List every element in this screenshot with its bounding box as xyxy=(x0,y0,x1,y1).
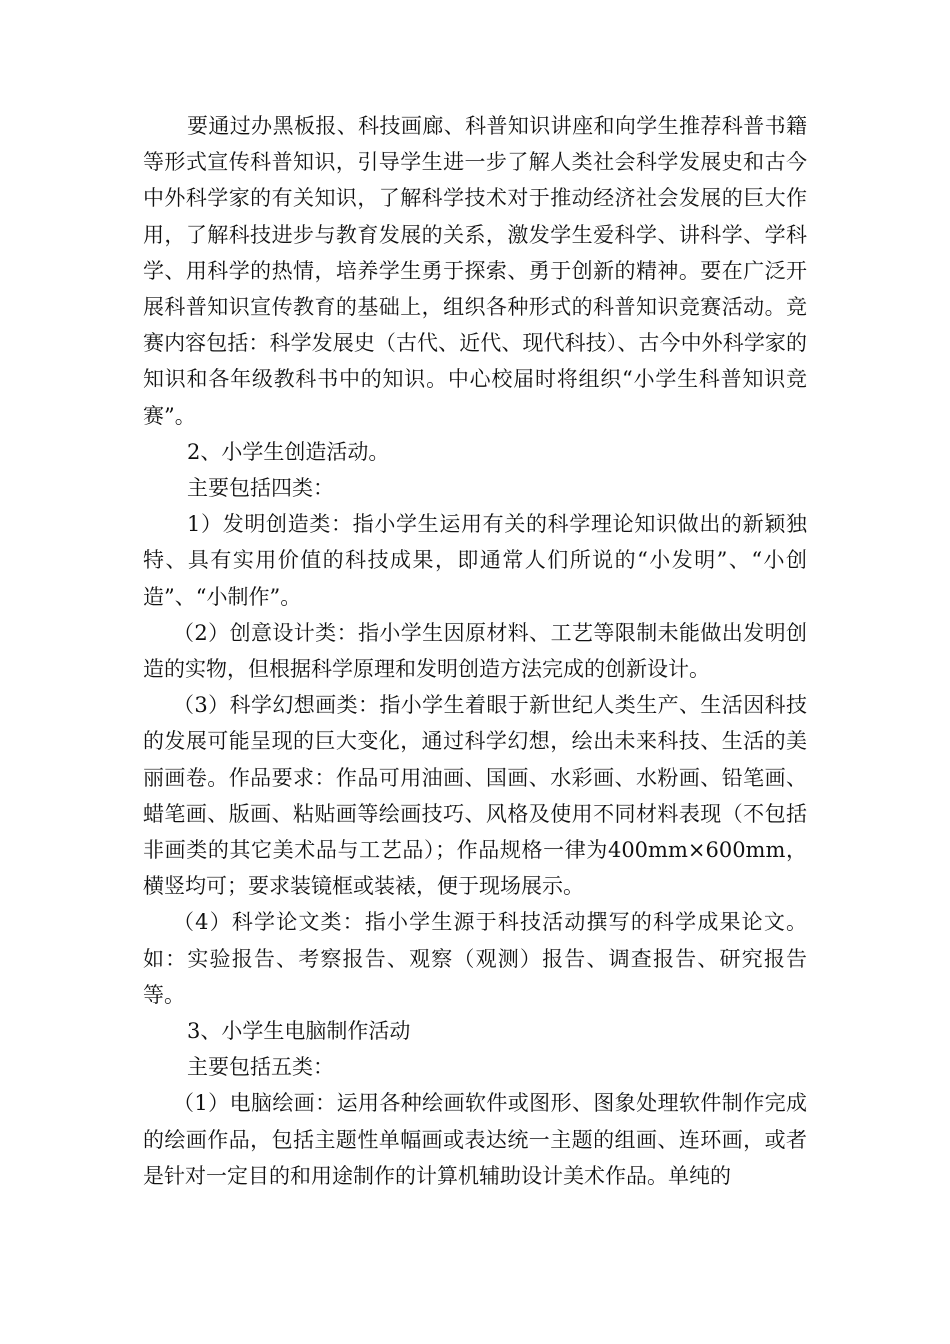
paragraph-four-categories: 主要包括四类： xyxy=(187,476,334,501)
heading-computer-production: 3、小学生电脑制作活动 xyxy=(187,1019,411,1044)
paragraph-invention-category: 1）发明创造类：指小学生运用有关的科学理论知识做出的新颖独特、具有实用价值的科技成果，即通常人们所说的“小发明”、“小创造”、“小制作”。 xyxy=(143,512,807,609)
paragraph-five-categories: 主要包括五类： xyxy=(187,1055,334,1080)
paragraph-computer-painting: （1）电脑绘画：运用各种绘画软件或图形、图象处理软件制作完成的绘画作品，包括主题性单幅画或表达统一主题的组画、连环画，或者是针对一定目的和用途制作的计算机辅助设计美术作品。单纯的 xyxy=(143,1091,807,1188)
document-body xyxy=(143,108,807,1194)
paragraph-science-promotion: 要通过办黑板报、科技画廊、科普知识讲座和向学生推荐科普书籍等形式宣传科普知识，引导学生进一步了解人类社会科学发展史和古今中外科学家的有关知识，了解科学技术对于推动经济社会发展的巨大作用，了解科技进步与教育发展的关系，激发学生爱科学、讲科学、学科学、用科学的热情，培养学生勇于探索、勇于创新的精神。要在广泛开展科普知识宣传教育的基础上，组织各种形式的科普知识竞赛活动。竞赛内容包括：科学发展史（古代、近代、现代科技）、古今中外科学家的知识和各年级教科书中的知识。中心校届时将组织“小学生科普知识竞赛”。 xyxy=(143,114,807,428)
heading-creation-activity: 2、小学生创造活动。 xyxy=(187,439,390,464)
paragraph-science-fantasy-painting: （3）科学幻想画类：指小学生着眼于新世纪人类生产、生活因科技的发展可能呈现的巨大变化，通过科学幻想，绘出未来科技、生活的美丽画卷。作品要求：作品可用油画、国画、水彩画、水粉画、铅笔画、蜡笔画、版画、粘贴画等绘画技巧、风格及使用不同材料表现（不包括非画类的其它美术品与工艺品）；作品规格一律为400mm×600mm，横竖均可；要求装镜框或装裱，便于现场展示。 xyxy=(143,693,807,899)
paragraph-creative-design-category: （2）创意设计类：指小学生因原材料、工艺等限制未能做出发明创造的实物，但根据科学原理和发明创造方法完成的创新设计。 xyxy=(143,620,807,682)
paragraph-science-paper-category: （4）科学论文类：指小学生源于科技活动撰写的科学成果论文。如：实验报告、考察报告、观察（观测）报告、调查报告、研究报告等。 xyxy=(143,910,807,1007)
